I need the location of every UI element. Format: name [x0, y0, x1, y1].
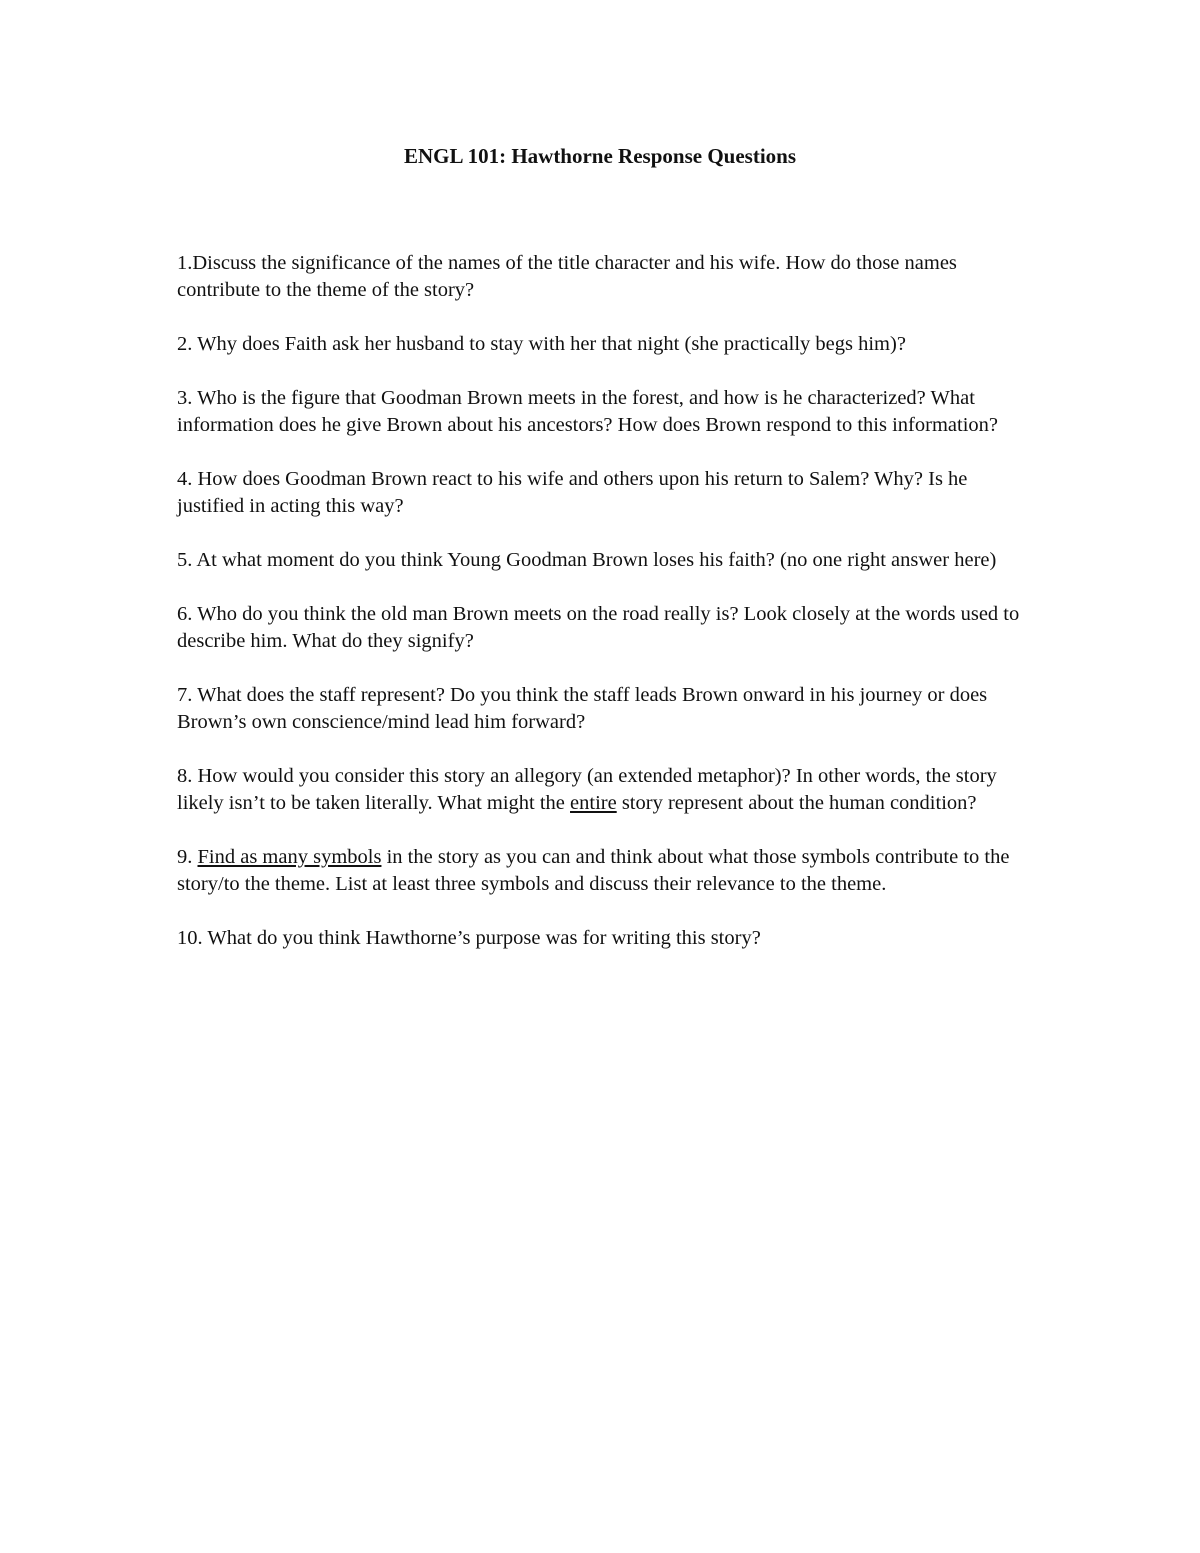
question-8	[177, 763, 1037, 817]
question-9-underlined-text: Find as many symbols	[197, 846, 382, 868]
question-5: 5. At what moment do you think Young Goodman Brown loses his faith? (no one right answer here)	[177, 549, 997, 571]
question-8-text-before: 8. How would you consider this story an allegory (an extended metaphor)? In other words, the story likely isn’t to be taken literally. What might the	[177, 765, 997, 814]
question-6: 6. Who do you think the old man Brown meets on the road really is? Look closely at the words used to describe him. What do they signify?	[177, 603, 1020, 652]
question-7: 7. What does the staff represent? Do you think the staff leads Brown onward in his journey or does Brown’s own conscience/mind lead him forward?	[177, 684, 988, 733]
question-list	[177, 250, 1037, 952]
question-9-text-after: in the story as you can and think about what those symbols contribute to the story/to the theme. List at least three symbols and discuss their relevance to the theme.	[177, 846, 1010, 895]
document-title: ENGL 101: Hawthorne Response Questions	[403, 144, 797, 168]
question-9	[177, 844, 1037, 898]
question-3: 3. Who is the figure that Goodman Brown meets in the forest, and how is he characterized? What information does he give Brown about his ancestors? How does Brown respond to this information?	[177, 387, 998, 436]
question-1: 1.Discuss the significance of the names of the title character and his wife. How do those names contribute to the theme of the story?	[177, 252, 957, 301]
question-10: 10. What do you think Hawthorne’s purpose was for writing this story?	[177, 927, 761, 949]
question-4: 4. How does Goodman Brown react to his wife and others upon his return to Salem? Why? Is he justified in acting this way?	[177, 468, 968, 517]
question-9-text-before: 9.	[177, 846, 198, 868]
question-8-underlined-text: entire	[570, 792, 617, 814]
question-8-text-after: story represent about the human condition?	[616, 792, 977, 814]
question-2: 2. Why does Faith ask her husband to stay with her that night (she practically begs him)?	[177, 333, 906, 355]
